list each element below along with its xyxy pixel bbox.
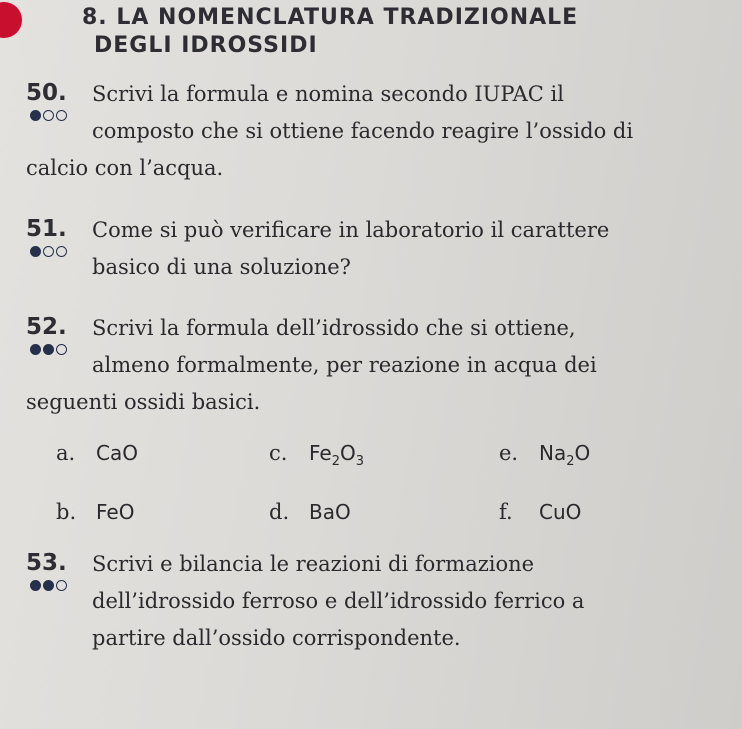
option-letter: e. [499, 441, 519, 465]
difficulty-dot-filled [30, 110, 41, 121]
exercise-51 [26, 212, 726, 286]
difficulty-dot-filled [43, 344, 54, 355]
formula-subscript: 2 [566, 454, 575, 469]
formula-subscript: 2 [331, 454, 340, 469]
exercise-text [92, 546, 584, 657]
option-letter: d. [269, 500, 290, 524]
exercise-text-line: partire dall’ossido corrispondente. [92, 626, 461, 650]
option-letter: c. [269, 441, 288, 465]
difficulty-dot-filled [30, 344, 41, 355]
formula-part: Na [539, 441, 567, 465]
exercise-text-line: seguenti ossidi basici. [26, 390, 261, 414]
difficulty-dot-filled [30, 246, 41, 257]
section-marker-dot [0, 2, 22, 38]
difficulty-dot-empty [56, 246, 67, 257]
difficulty-dot-empty [56, 110, 67, 121]
difficulty-dot-empty [43, 110, 54, 121]
option-b [56, 497, 269, 527]
option-a [56, 438, 269, 477]
oxide-options [56, 438, 736, 527]
exercise-number: 53. [26, 550, 67, 576]
difficulty-dot-empty [56, 344, 67, 355]
difficulty-dot-empty [43, 246, 54, 257]
option-letter: b. [56, 500, 77, 524]
difficulty-indicator [30, 246, 67, 257]
option-letter: f. [499, 500, 513, 524]
exercise-50 [26, 76, 726, 187]
difficulty-indicator [30, 344, 67, 355]
difficulty-indicator [30, 580, 67, 591]
exercise-text-line: dell’idrossido ferroso e dell’idrossido ferrico a [92, 589, 585, 613]
option-formula: CuO [539, 500, 582, 524]
difficulty-dot-filled [43, 580, 54, 591]
section-title [82, 4, 578, 60]
section-title-line-1: 8. LA NOMENCLATURA TRADIZIONALE [82, 5, 579, 30]
exercise-text-line: almeno formalmente, per reazione in acqua dei [92, 353, 597, 377]
option-formula [539, 438, 590, 477]
option-d [269, 497, 499, 527]
exercise-53 [26, 546, 726, 657]
exercise-text [92, 212, 609, 286]
formula-part: O [574, 441, 591, 465]
formula-part: Fe [309, 441, 332, 465]
exercise-number: 51. [26, 216, 67, 242]
option-c [269, 438, 499, 477]
option-f [499, 497, 699, 527]
exercise-text-line: Scrivi la formula dell’idrossido che si ottiene, [92, 316, 576, 340]
exercise-text-line: Come si può verificare in laboratorio il carattere [92, 218, 610, 242]
difficulty-dot-filled [30, 580, 41, 591]
section-title-line-2: DEGLI IDROSSIDI [94, 33, 318, 58]
exercise-number: 52. [26, 314, 67, 340]
exercise-text-line: Scrivi e bilancia le reazioni di formazione [92, 552, 535, 576]
formula-subscript: 3 [355, 454, 365, 469]
option-formula: CaO [96, 441, 138, 465]
exercise-text-line: calcio con l’acqua. [26, 156, 224, 180]
exercise-text-line: Scrivi la formula e nomina secondo IUPAC il [92, 82, 564, 106]
difficulty-indicator [30, 110, 67, 121]
exercise-text-line: composto che si ottiene facendo reagire l’ossido di [92, 119, 634, 143]
option-letter: a. [56, 441, 76, 465]
option-formula: FeO [96, 500, 135, 524]
option-e [499, 438, 699, 477]
formula-part: O [340, 441, 356, 465]
difficulty-dot-empty [56, 580, 67, 591]
exercise-text-line: basico di una soluzione? [92, 255, 351, 279]
exercise-52 [26, 310, 726, 421]
exercise-number: 50. [26, 80, 67, 106]
option-formula: BaO [309, 500, 351, 524]
option-formula [309, 438, 364, 477]
